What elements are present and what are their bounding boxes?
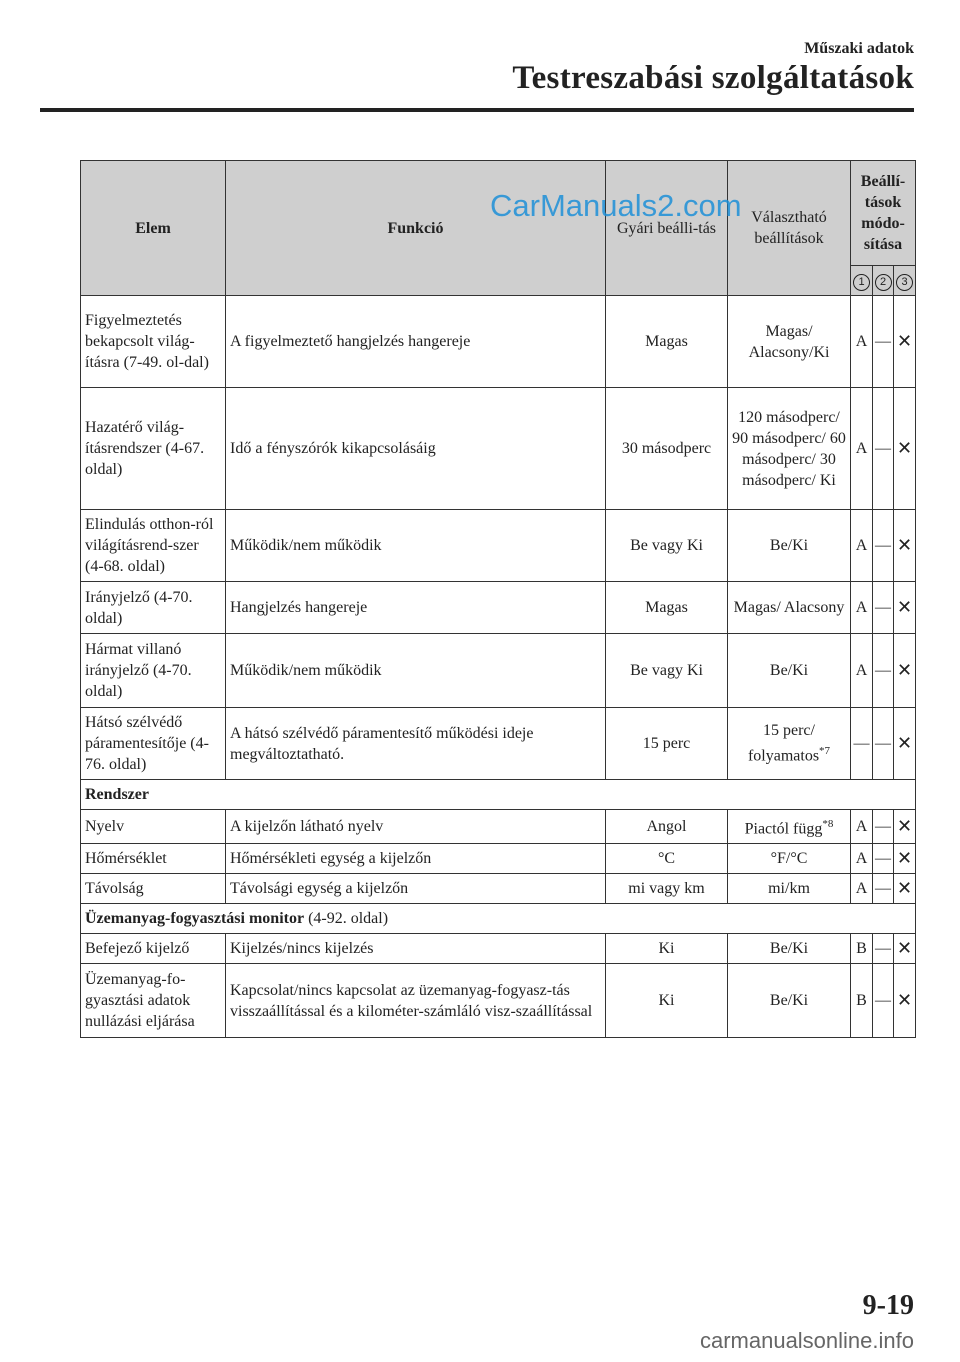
mode-2-cell: —	[873, 388, 894, 510]
section-row	[81, 780, 916, 810]
funkcio-cell: Idő a fényszórók kikapcsolásáig	[226, 388, 606, 510]
valaszthato-cell: Be/Ki	[728, 934, 851, 964]
elem-cell: Irányjelző (4-70. oldal)	[81, 582, 226, 634]
header-mode-3	[894, 266, 916, 296]
settings-table	[80, 160, 916, 1038]
valaszthato-cell	[728, 810, 851, 844]
cross-icon: ✕	[894, 510, 916, 582]
valaszthato-cell: 120 másodperc/ 90 másodperc/ 60 másodperc/ 30 másodperc/ Ki	[728, 388, 851, 510]
gyari-cell: Be vagy Ki	[606, 634, 728, 708]
page-number: 9-19	[862, 1290, 914, 1321]
mode-2-cell: —	[873, 810, 894, 844]
elem-cell: Befejező kijelző	[81, 934, 226, 964]
funkcio-cell: Kapcsolat/nincs kapcsolat az üzemanyag-fogyasz-tás visszaállítással és a kilométer-számláló visz-szaállítással	[226, 964, 606, 1038]
section-uzemanyag	[81, 904, 916, 934]
gyari-cell: Be vagy Ki	[606, 510, 728, 582]
watermark: CarManuals2.com	[490, 188, 742, 223]
gyari-cell: 30 másodperc	[606, 388, 728, 510]
elem-cell: Figyelmeztetés bekapcsolt világ-ításra (7-49. ol-dal)	[81, 296, 226, 388]
table-row	[81, 874, 916, 904]
valaszthato-cell: Magas/ Alacsony	[728, 582, 851, 634]
header-mode-2	[873, 266, 894, 296]
funkcio-cell: Működik/nem működik	[226, 634, 606, 708]
valaszthato-cell	[728, 708, 851, 780]
gyari-cell: mi vagy km	[606, 874, 728, 904]
elem-cell: Hátsó szélvédő páramentesítője (4-76. oldal)	[81, 708, 226, 780]
mode-1-cell: A	[851, 388, 873, 510]
elem-cell: Elindulás otthon-ról világításrend-szer (4-68. oldal)	[81, 510, 226, 582]
table-row	[81, 810, 916, 844]
table-row	[81, 934, 916, 964]
mode-1-cell: A	[851, 810, 873, 844]
mode-2-icon: 2	[875, 274, 892, 291]
cross-icon: ✕	[894, 634, 916, 708]
valaszthato-text: 15 perc/ folyamatos	[747, 722, 820, 765]
valaszthato-text: Piactól függ	[744, 820, 823, 838]
mode-1-cell: A	[851, 582, 873, 634]
cross-icon: ✕	[894, 296, 916, 388]
mode-2-cell: —	[873, 582, 894, 634]
mode-1-cell: A	[851, 296, 873, 388]
header-mode-1	[851, 266, 873, 296]
valaszthato-cell: Be/Ki	[728, 964, 851, 1038]
section-rendszer: Rendszer	[81, 780, 916, 810]
cross-icon: ✕	[894, 874, 916, 904]
table-row	[81, 388, 916, 510]
gyari-cell: Magas	[606, 582, 728, 634]
gyari-cell: 15 perc	[606, 708, 728, 780]
elem-cell: Távolság	[81, 874, 226, 904]
table-row	[81, 296, 916, 388]
elem-cell: Nyelv	[81, 810, 226, 844]
mode-1-cell: A	[851, 874, 873, 904]
footer-watermark: carmanualsonline.info	[699, 1328, 914, 1353]
funkcio-cell: A figyelmeztető hangjelzés hangereje	[226, 296, 606, 388]
table-row	[81, 844, 916, 874]
mode-2-cell: —	[873, 296, 894, 388]
cross-icon: ✕	[894, 582, 916, 634]
valaszthato-cell: °F/°C	[728, 844, 851, 874]
cross-icon: ✕	[894, 934, 916, 964]
mode-1-cell: A	[851, 634, 873, 708]
funkcio-cell: Hangjelzés hangereje	[226, 582, 606, 634]
footnote-ref: *8	[822, 818, 834, 830]
table-row	[81, 510, 916, 582]
mode-2-cell: —	[873, 510, 894, 582]
elem-cell: Hazatérő világ-ításrendszer (4-67. oldal)	[81, 388, 226, 510]
elem-cell: Hőmérséklet	[81, 844, 226, 874]
header-modok: Beállí-tások módo-sítása	[851, 161, 916, 266]
table-row	[81, 964, 916, 1038]
section-uzemanyag-title: Üzemanyag-fogyasztási monitor	[85, 910, 305, 928]
valaszthato-cell: Be/Ki	[728, 634, 851, 708]
elem-cell: Hármat villanó irányjelző (4-70. oldal)	[81, 634, 226, 708]
mode-1-cell: A	[851, 844, 873, 874]
gyari-cell: °C	[606, 844, 728, 874]
funkcio-cell: A kijelzőn látható nyelv	[226, 810, 606, 844]
table-row	[81, 634, 916, 708]
mode-2-cell: —	[873, 964, 894, 1038]
footnote-ref: *7	[819, 745, 831, 758]
cross-icon: ✕	[894, 844, 916, 874]
cross-icon: ✕	[894, 708, 916, 780]
header-elem: Elem	[81, 161, 226, 296]
gyari-cell: Ki	[606, 934, 728, 964]
mode-2-cell: —	[873, 934, 894, 964]
cross-icon: ✕	[894, 964, 916, 1038]
gyari-cell: Magas	[606, 296, 728, 388]
elem-cell: Üzemanyag-fo-gyasztási adatok nullázási eljárása	[81, 964, 226, 1038]
valaszthato-cell: Magas/ Alacsony/Ki	[728, 296, 851, 388]
valaszthato-cell: Be/Ki	[728, 510, 851, 582]
header-gyari: Gyári beálli-tás	[606, 161, 728, 296]
section-row	[81, 904, 916, 934]
cross-icon: ✕	[894, 388, 916, 510]
page-title: Testreszabási szolgáltatások	[512, 60, 914, 96]
funkcio-cell: Kijelzés/nincs kijelzés	[226, 934, 606, 964]
table-row	[81, 582, 916, 634]
mode-1-cell: B	[851, 934, 873, 964]
header-funkcio: Funkció	[226, 161, 606, 296]
mode-2-cell: —	[873, 874, 894, 904]
section-uzemanyag-ref: (4-92. oldal)	[304, 910, 389, 928]
mode-3-icon: 3	[896, 274, 913, 291]
funkcio-cell: Távolsági egység a kijelzőn	[226, 874, 606, 904]
gyari-cell: Angol	[606, 810, 728, 844]
mode-2-cell: —	[873, 844, 894, 874]
mode-2-cell: —	[873, 708, 894, 780]
mode-1-icon: 1	[853, 274, 870, 291]
cross-icon: ✕	[894, 810, 916, 844]
mode-2-cell: —	[873, 634, 894, 708]
header-valaszthato: Választható beállítások	[728, 161, 851, 296]
mode-1-cell: —	[851, 708, 873, 780]
table-row	[81, 708, 916, 780]
valaszthato-cell: mi/km	[728, 874, 851, 904]
funkcio-cell: Működik/nem működik	[226, 510, 606, 582]
header-rule	[40, 108, 914, 112]
mode-1-cell: B	[851, 964, 873, 1038]
funkcio-cell: A hátsó szélvédő páramentesítő működési ideje megváltoztatható.	[226, 708, 606, 780]
gyari-cell: Ki	[606, 964, 728, 1038]
funkcio-cell: Hőmérsékleti egység a kijelzőn	[226, 844, 606, 874]
mode-1-cell: A	[851, 510, 873, 582]
section-label: Műszaki adatok	[804, 40, 914, 57]
